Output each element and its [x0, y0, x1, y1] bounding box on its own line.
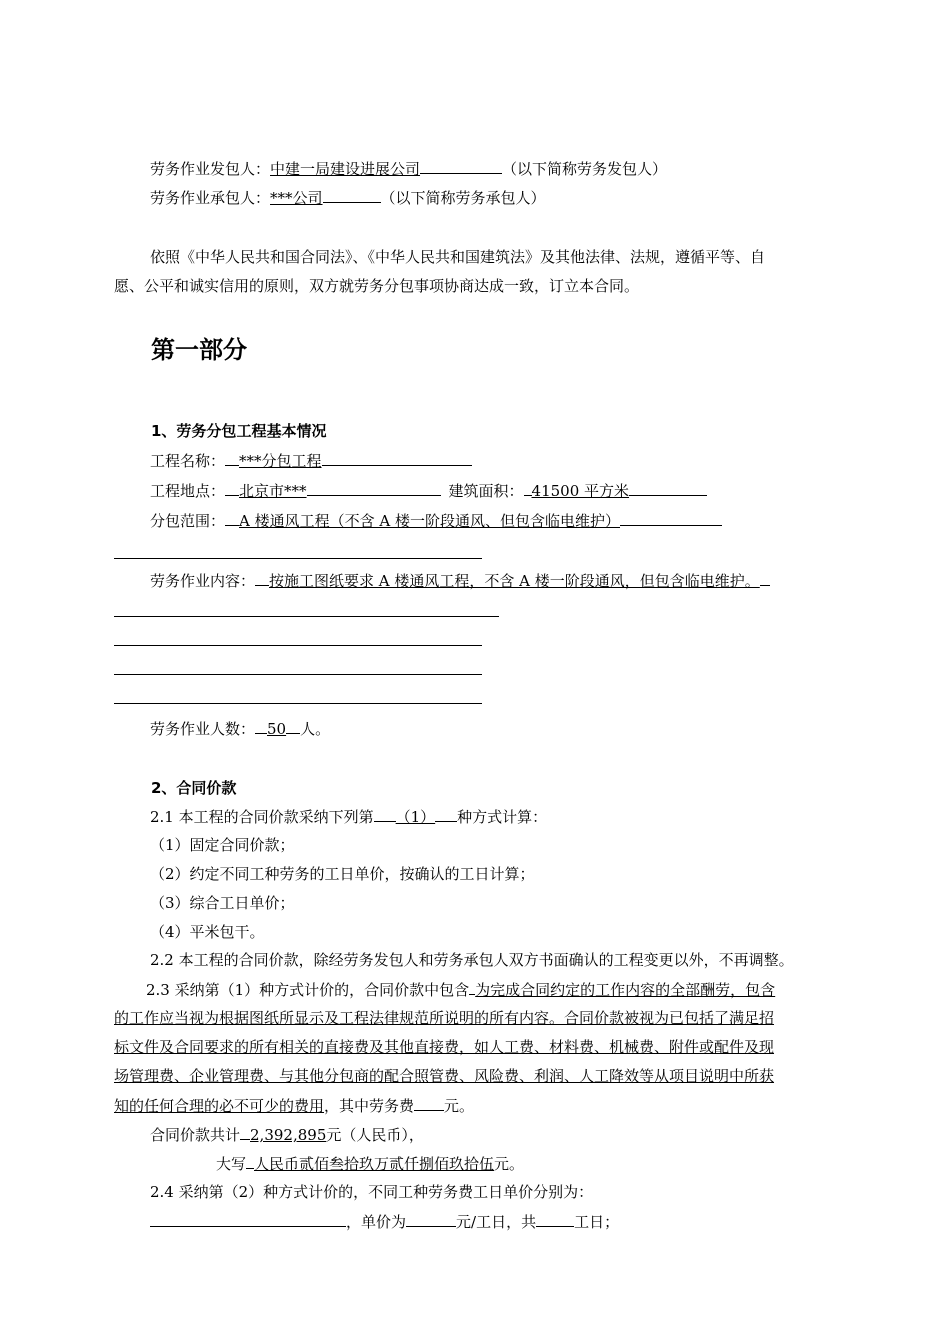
option-1: （1）固定合同价款；	[150, 836, 295, 854]
content-blank-line-3	[114, 674, 482, 675]
workers-unit: 人。	[300, 720, 331, 738]
employer-blank	[420, 158, 502, 174]
labor-fee-label: ，其中劳务费	[324, 1097, 415, 1115]
employer-line	[150, 158, 667, 179]
workday-total-label: 元/工日，共	[456, 1213, 537, 1231]
section-1-heading: 1、劳务分包工程基本情况	[151, 422, 327, 440]
work-content-label: 劳务作业内容：	[150, 572, 256, 590]
work-content-line	[150, 570, 770, 591]
workers-line	[150, 718, 330, 739]
capital-amount-line	[216, 1153, 524, 1174]
contractor-note: （以下简称劳务承包人）	[380, 189, 546, 207]
workday-blank	[536, 1211, 574, 1227]
clause-2-1-text: 2.1 本工程的合同价款采纳下列第	[150, 808, 374, 826]
area-value: 41500 平方米	[531, 482, 630, 500]
preamble-line-1: 依照《中华人民共和国合同法》、《中华人民共和国建筑法》及其他法律、法规，遵循平等、自	[150, 248, 766, 266]
part-title: 第一部分	[151, 336, 247, 364]
option-4: （4）平米包干。	[150, 923, 265, 941]
clause-2-1-post: 种方式计算：	[457, 808, 548, 826]
unit-price-blank	[406, 1211, 456, 1227]
contractor-line	[150, 187, 546, 208]
workday-unit: 工日；	[574, 1213, 620, 1231]
capital-amount: 人民币贰佰叁拾玖万贰仟捌佰玖拾伍	[254, 1155, 495, 1173]
workers-label: 劳务作业人数：	[150, 720, 256, 738]
project-name-label: 工程名称：	[150, 452, 226, 470]
clause-2-1	[150, 806, 547, 827]
location-value: 北京市***	[239, 482, 307, 500]
clause-2-3-cost-text: 知的任何合理的必不可少的费用	[114, 1097, 325, 1115]
contractor-blank	[323, 187, 381, 203]
clause-2-3-line-1	[146, 979, 775, 1000]
clause-2-3-included: 为完成合同约定的工作内容的全部酬劳，包含	[475, 981, 776, 999]
clause-2-3-line-5	[114, 1095, 474, 1116]
option-2: （2）约定不同工种劳务的工日单价，按确认的工日计算；	[150, 865, 535, 883]
preamble-line-2: 愿、公平和诚实信用的原则，双方就劳务分包事项协商达成一致，订立本合同。	[114, 277, 640, 295]
total-price-unit: 元（人民币），	[326, 1126, 424, 1144]
location-line	[150, 480, 707, 501]
capital-label: 大写	[216, 1155, 247, 1173]
employer-name: 中建一局建设进展公司	[270, 160, 421, 178]
scope-value: A 楼通风工程（不含 A 楼一阶段通风、但包含临电维护）	[239, 512, 620, 530]
clause-2-4: 2.4 采纳第（2）种方式计价的，不同工种劳务费工日单价分别为：	[150, 1183, 594, 1201]
section-2-heading: 2、合同价款	[151, 779, 237, 797]
clause-2-3-line-3: 标文件及合同要求的所有相关的直接费及其他直接费，如人工费、材料费、机械费、附件或配件及现	[114, 1038, 775, 1056]
contractor-label: 劳务作业承包人：	[150, 189, 271, 207]
employer-label: 劳务作业发包人：	[150, 160, 271, 178]
trade-blank	[150, 1211, 346, 1227]
clause-2-3-line-2: 的工作应当视为根据图纸所显示及工程法律规范所说明的所有内容。合同价款被视为已包括了满足招	[114, 1009, 775, 1027]
workers-value: 50	[267, 720, 287, 738]
project-name-line	[150, 450, 472, 471]
scope-blank-line	[114, 558, 482, 559]
clause-2-3-text: 2.3 采纳第（1）种方式计价的，合同价款中包含	[146, 981, 470, 999]
scope-line	[150, 510, 722, 531]
total-price-line	[150, 1124, 424, 1145]
work-content-value: 按施工图纸要求 A 楼通风工程，不含 A 楼一阶段通风，但包含临电维护。	[269, 572, 760, 590]
content-blank-line-2	[114, 645, 482, 646]
clause-2-3-line-4: 场管理费、企业管理费、与其他分包商的配合照管费、风险费、利润、人工降效等从项目说明中所获	[114, 1067, 775, 1085]
content-blank-line-4	[114, 703, 482, 704]
total-price-label: 合同价款共计	[150, 1126, 241, 1144]
labor-fee-blank	[414, 1095, 444, 1111]
clause-2-2: 2.2 本工程的合同价款，除经劳务发包人和劳务承包人双方书面确认的工程变更以外，不再调整。	[150, 951, 794, 969]
project-name-value: ***分包工程	[239, 452, 322, 470]
employer-note: （以下简称劳务发包人）	[502, 160, 668, 178]
clause-2-1-choice: （1）	[395, 808, 436, 826]
capital-unit: 元。	[494, 1155, 525, 1173]
unit-price-label: ，单价为	[346, 1213, 407, 1231]
area-label: 建筑面积：	[448, 482, 524, 500]
contractor-name: ***公司	[270, 189, 323, 207]
location-label: 工程地点：	[150, 482, 226, 500]
option-3: （3）综合工日单价；	[150, 894, 295, 912]
content-blank-line-1	[114, 616, 499, 617]
total-price-value: 2,392,895	[250, 1126, 327, 1144]
scope-label: 分包范围：	[150, 512, 226, 530]
labor-fee-unit: 元。	[444, 1097, 475, 1115]
daily-rate-line	[150, 1211, 619, 1232]
